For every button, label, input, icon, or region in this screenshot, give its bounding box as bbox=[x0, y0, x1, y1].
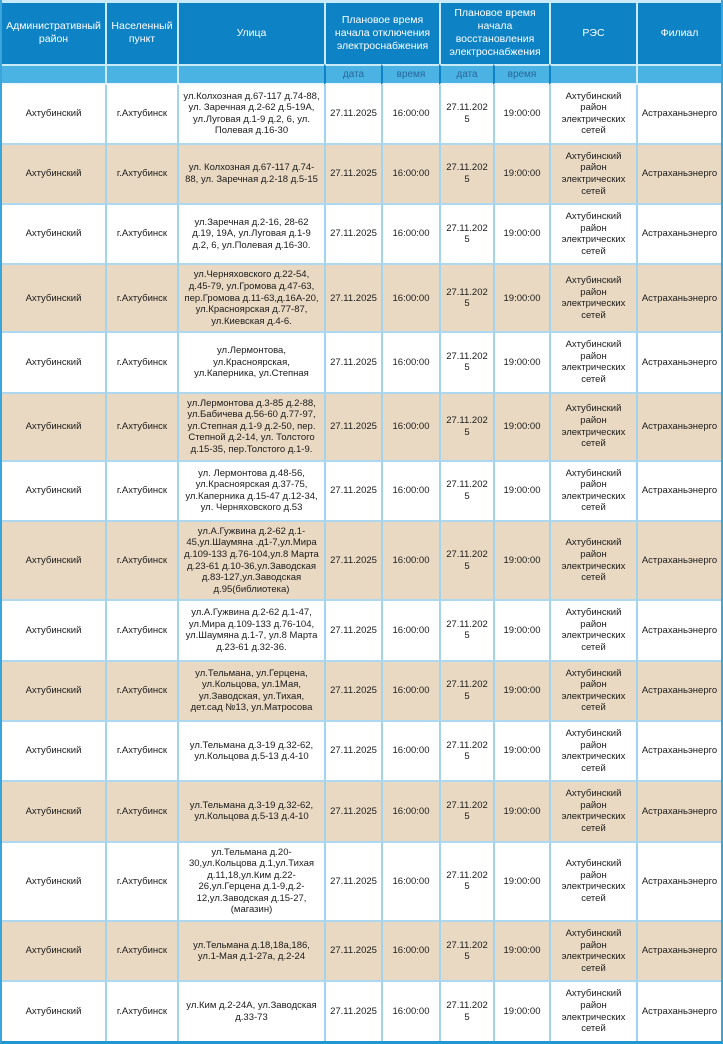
cell-restore-start-date: 27.11.2025 bbox=[439, 720, 493, 780]
header-row bbox=[2, 0, 721, 64]
cell-branch: Астраханьэнерго bbox=[636, 780, 721, 840]
table-row bbox=[2, 263, 721, 331]
cell-branch: Астраханьэнерго bbox=[636, 841, 721, 920]
table-row bbox=[2, 143, 721, 203]
cell-restore-start-date: 27.11.2025 bbox=[439, 85, 493, 143]
cell-district: Ахтубинский bbox=[2, 85, 105, 143]
cell-restore-start-date: 27.11.2025 bbox=[439, 331, 493, 391]
cell-outage-start-date: 27.11.2025 bbox=[324, 263, 381, 331]
cell-res: Ахтубинский район электрических сетей bbox=[549, 263, 636, 331]
cell-restore-start-time: 19:00:00 bbox=[493, 660, 549, 720]
cell-settlement: г.Ахтубинск bbox=[105, 520, 177, 599]
cell-outage-start-date: 27.11.2025 bbox=[324, 720, 381, 780]
cell-restore-start-time: 19:00:00 bbox=[493, 720, 549, 780]
cell-outage-start-time: 16:00:00 bbox=[381, 660, 439, 720]
cell-district: Ахтубинский bbox=[2, 263, 105, 331]
cell-res: Ахтубинский район электрических сетей bbox=[549, 780, 636, 840]
cell-res: Ахтубинский район электрических сетей bbox=[549, 392, 636, 460]
cell-settlement: г.Ахтубинск bbox=[105, 203, 177, 263]
cell-restore-start-date: 27.11.2025 bbox=[439, 143, 493, 203]
cell-settlement: г.Ахтубинск bbox=[105, 143, 177, 203]
cell-street: ул.Лермонтова д.3-85 д.2-88, ул.Бабичева д.56-60 д.77-97, ул.Степная д.1-9 д.2-50, пер. Степной д.2-14, ул. Толстого д.15-35, пер.Толстого д.1-9. bbox=[177, 392, 324, 460]
table-row bbox=[2, 980, 721, 1040]
cell-street: ул.Черняховского д.22-54, д.45-79, ул.Громова д.47-63, пер.Громова д.11-63,д.16А-20, ул.Красноярская д.77-87, ул.Киевская д.4-6. bbox=[177, 263, 324, 331]
cell-restore-start-time: 19:00:00 bbox=[493, 392, 549, 460]
cell-outage-start-date: 27.11.2025 bbox=[324, 660, 381, 720]
cell-district: Ахтубинский bbox=[2, 980, 105, 1040]
cell-outage-start-date: 27.11.2025 bbox=[324, 203, 381, 263]
cell-outage-start-date: 27.11.2025 bbox=[324, 780, 381, 840]
cell-street: ул.Тельмана д.3-19 д.32-62, ул.Кольцова д.5-13 д.4-10 bbox=[177, 720, 324, 780]
cell-settlement: г.Ахтубинск bbox=[105, 780, 177, 840]
cell-restore-start-time: 19:00:00 bbox=[493, 203, 549, 263]
subheader-spacer-street bbox=[177, 64, 324, 85]
cell-settlement: г.Ахтубинск bbox=[105, 841, 177, 920]
cell-outage-start-date: 27.11.2025 bbox=[324, 920, 381, 980]
cell-street: ул. Колхозная д.67-117 д.74-88, ул. Заречная д.2-18 д.5-15 bbox=[177, 143, 324, 203]
cell-branch: Астраханьэнерго bbox=[636, 460, 721, 520]
cell-settlement: г.Ахтубинск bbox=[105, 263, 177, 331]
cell-res: Ахтубинский район электрических сетей bbox=[549, 203, 636, 263]
cell-restore-start-date: 27.11.2025 bbox=[439, 599, 493, 659]
cell-branch: Астраханьэнерго bbox=[636, 392, 721, 460]
cell-branch: Астраханьэнерго bbox=[636, 599, 721, 659]
cell-branch: Астраханьэнерго bbox=[636, 980, 721, 1040]
cell-res: Ахтубинский район электрических сетей bbox=[549, 720, 636, 780]
cell-street: ул.Ким д.2-24А, ул.Заводская д.33-73 bbox=[177, 980, 324, 1040]
cell-district: Ахтубинский bbox=[2, 520, 105, 599]
table-row bbox=[2, 780, 721, 840]
cell-res: Ахтубинский район электрических сетей bbox=[549, 143, 636, 203]
subheader-on-time: время bbox=[493, 64, 549, 85]
cell-settlement: г.Ахтубинск bbox=[105, 599, 177, 659]
subheader-spacer-district bbox=[2, 64, 105, 85]
cell-branch: Астраханьэнерго bbox=[636, 331, 721, 391]
cell-street: ул.Тельмана, ул.Герцена, ул.Кольцова, ул.1Мая, ул.Заводская, ул.Тихая, дет.сад №13, ул.Матросова bbox=[177, 660, 324, 720]
cell-street: ул.Колхозная д.67-117 д.74-88, ул. Заречная д.2-62 д.5-19А, ул.Луговая д.1-9 д.2, 6, ул. Полевая д.16-30 bbox=[177, 85, 324, 143]
cell-res: Ахтубинский район электрических сетей bbox=[549, 460, 636, 520]
cell-district: Ахтубинский bbox=[2, 203, 105, 263]
cell-restore-start-date: 27.11.2025 bbox=[439, 460, 493, 520]
col-header-branch: Филиал bbox=[636, 0, 721, 64]
cell-restore-start-time: 19:00:00 bbox=[493, 520, 549, 599]
cell-outage-start-time: 16:00:00 bbox=[381, 85, 439, 143]
subheader-spacer-settlement bbox=[105, 64, 177, 85]
table-row bbox=[2, 85, 721, 143]
table-row bbox=[2, 520, 721, 599]
cell-restore-start-time: 19:00:00 bbox=[493, 599, 549, 659]
cell-settlement: г.Ахтубинск bbox=[105, 392, 177, 460]
cell-restore-start-time: 19:00:00 bbox=[493, 780, 549, 840]
cell-restore-start-time: 19:00:00 bbox=[493, 980, 549, 1040]
cell-district: Ахтубинский bbox=[2, 780, 105, 840]
cell-outage-start-time: 16:00:00 bbox=[381, 980, 439, 1040]
cell-outage-start-date: 27.11.2025 bbox=[324, 331, 381, 391]
col-header-res: РЭС bbox=[549, 0, 636, 64]
subheader-off-time: время bbox=[381, 64, 439, 85]
cell-res: Ахтубинский район электрических сетей bbox=[549, 520, 636, 599]
cell-outage-start-date: 27.11.2025 bbox=[324, 143, 381, 203]
cell-res: Ахтубинский район электрических сетей bbox=[549, 599, 636, 659]
cell-district: Ахтубинский bbox=[2, 841, 105, 920]
cell-district: Ахтубинский bbox=[2, 920, 105, 980]
cell-street: ул.Тельмана д.20-30,ул.Кольцова д.1,ул.Тихая д.11,18,ул.Ким д.22-26,ул.Герцена д.1-9,д.2-12,ул.Заводская д.15-27, (магазин) bbox=[177, 841, 324, 920]
table-row bbox=[2, 660, 721, 720]
cell-district: Ахтубинский bbox=[2, 720, 105, 780]
cell-restore-start-date: 27.11.2025 bbox=[439, 780, 493, 840]
cell-outage-start-time: 16:00:00 bbox=[381, 263, 439, 331]
table-row bbox=[2, 331, 721, 391]
cell-branch: Астраханьэнерго bbox=[636, 263, 721, 331]
cell-district: Ахтубинский bbox=[2, 392, 105, 460]
cell-restore-start-time: 19:00:00 bbox=[493, 841, 549, 920]
cell-restore-start-time: 19:00:00 bbox=[493, 460, 549, 520]
table-header bbox=[2, 0, 721, 85]
cell-branch: Астраханьэнерго bbox=[636, 720, 721, 780]
cell-res: Ахтубинский район электрических сетей bbox=[549, 660, 636, 720]
cell-street: ул. Лермонтова д.48-56, ул.Красноярская д.37-75, ул.Каперника д.15-47 д.12-34, ул. Черняховского д.53 bbox=[177, 460, 324, 520]
cell-restore-start-time: 19:00:00 bbox=[493, 85, 549, 143]
cell-res: Ахтубинский район электрических сетей bbox=[549, 920, 636, 980]
subheader-spacer-res bbox=[549, 64, 636, 85]
cell-outage-start-time: 16:00:00 bbox=[381, 599, 439, 659]
cell-restore-start-date: 27.11.2025 bbox=[439, 841, 493, 920]
cell-settlement: г.Ахтубинск bbox=[105, 331, 177, 391]
cell-outage-start-date: 27.11.2025 bbox=[324, 841, 381, 920]
cell-settlement: г.Ахтубинск bbox=[105, 85, 177, 143]
cell-outage-start-date: 27.11.2025 bbox=[324, 460, 381, 520]
cell-outage-start-time: 16:00:00 bbox=[381, 331, 439, 391]
cell-restore-start-date: 27.11.2025 bbox=[439, 520, 493, 599]
cell-street: ул.Тельмана д.18,18а,186, ул.1-Мая д.1-27а, д.2-24 bbox=[177, 920, 324, 980]
cell-district: Ахтубинский bbox=[2, 143, 105, 203]
cell-outage-start-date: 27.11.2025 bbox=[324, 85, 381, 143]
table-row bbox=[2, 392, 721, 460]
col-header-district: Административный район bbox=[2, 0, 105, 64]
cell-district: Ахтубинский bbox=[2, 460, 105, 520]
subheader-on-date: дата bbox=[439, 64, 493, 85]
table-row bbox=[2, 720, 721, 780]
cell-street: ул.Заречная д.2-16, 28-62 д.19, 19А, ул.Луговая д.1-9 д.2, 6, ул.Полевая д.16-30. bbox=[177, 203, 324, 263]
cell-settlement: г.Ахтубинск bbox=[105, 460, 177, 520]
cell-branch: Астраханьэнерго bbox=[636, 520, 721, 599]
table-row bbox=[2, 599, 721, 659]
cell-district: Ахтубинский bbox=[2, 331, 105, 391]
table-row bbox=[2, 460, 721, 520]
cell-outage-start-date: 27.11.2025 bbox=[324, 980, 381, 1040]
cell-res: Ахтубинский район электрических сетей bbox=[549, 980, 636, 1040]
cell-restore-start-date: 27.11.2025 bbox=[439, 263, 493, 331]
cell-outage-start-time: 16:00:00 bbox=[381, 460, 439, 520]
cell-outage-start-date: 27.11.2025 bbox=[324, 520, 381, 599]
cell-settlement: г.Ахтубинск bbox=[105, 720, 177, 780]
cell-restore-start-date: 27.11.2025 bbox=[439, 980, 493, 1040]
cell-street: ул.Лермонтова, ул.Красноярская, ул.Каперника, ул.Степная bbox=[177, 331, 324, 391]
table-row bbox=[2, 203, 721, 263]
col-header-settlement: Населенный пункт bbox=[105, 0, 177, 64]
cell-restore-start-time: 19:00:00 bbox=[493, 331, 549, 391]
cell-outage-start-date: 27.11.2025 bbox=[324, 599, 381, 659]
cell-street: ул.А.Гужвина д.2-62 д.1-47, ул.Мира д.109-133 д.76-104, ул.Шаумяна д.1-7, ул.8 Марта д.23-61 д.32-36. bbox=[177, 599, 324, 659]
cell-outage-start-time: 16:00:00 bbox=[381, 841, 439, 920]
cell-street: ул.Тельмана д.3-19 д.32-62, ул.Кольцова д.5-13 д.4-10 bbox=[177, 780, 324, 840]
cell-outage-start-time: 16:00:00 bbox=[381, 720, 439, 780]
cell-outage-start-time: 16:00:00 bbox=[381, 780, 439, 840]
cell-branch: Астраханьэнерго bbox=[636, 85, 721, 143]
cell-restore-start-time: 19:00:00 bbox=[493, 920, 549, 980]
cell-settlement: г.Ахтубинск bbox=[105, 660, 177, 720]
cell-settlement: г.Ахтубинск bbox=[105, 980, 177, 1040]
table-body bbox=[2, 85, 721, 1041]
subheader-row bbox=[2, 64, 721, 85]
cell-outage-start-time: 16:00:00 bbox=[381, 920, 439, 980]
cell-district: Ахтубинский bbox=[2, 660, 105, 720]
cell-branch: Астраханьэнерго bbox=[636, 203, 721, 263]
cell-district: Ахтубинский bbox=[2, 599, 105, 659]
cell-branch: Астраханьэнерго bbox=[636, 920, 721, 980]
subheader-off-date: дата bbox=[324, 64, 381, 85]
cell-res: Ахтубинский район электрических сетей bbox=[549, 331, 636, 391]
col-header-outage-start: Плановое время начала отключения электроснабжения bbox=[324, 0, 439, 64]
cell-outage-start-date: 27.11.2025 bbox=[324, 392, 381, 460]
cell-street: ул.А.Гужвина д.2-62 д.1-45,ул.Шаумяна .д1-7,ул.Мира д.109-133 д.76-104,ул.8 Марта д.23-61 д.10-36,ул.Заводская д.83-127,ул.Заводская д.95(библиотека) bbox=[177, 520, 324, 599]
cell-restore-start-time: 19:00:00 bbox=[493, 263, 549, 331]
col-header-street: Улица bbox=[177, 0, 324, 64]
cell-settlement: г.Ахтубинск bbox=[105, 920, 177, 980]
cell-res: Ахтубинский район электрических сетей bbox=[549, 85, 636, 143]
table-row bbox=[2, 920, 721, 980]
cell-outage-start-time: 16:00:00 bbox=[381, 203, 439, 263]
cell-outage-start-time: 16:00:00 bbox=[381, 520, 439, 599]
col-header-restore-start: Плановое время начала восстановления электроснабжения bbox=[439, 0, 549, 64]
cell-res: Ахтубинский район электрических сетей bbox=[549, 841, 636, 920]
cell-restore-start-date: 27.11.2025 bbox=[439, 203, 493, 263]
table-row bbox=[2, 841, 721, 920]
cell-restore-start-date: 27.11.2025 bbox=[439, 392, 493, 460]
cell-outage-start-time: 16:00:00 bbox=[381, 392, 439, 460]
cell-branch: Астраханьэнерго bbox=[636, 143, 721, 203]
cell-restore-start-time: 19:00:00 bbox=[493, 143, 549, 203]
subheader-spacer-branch bbox=[636, 64, 721, 85]
cell-restore-start-date: 27.11.2025 bbox=[439, 660, 493, 720]
cell-outage-start-time: 16:00:00 bbox=[381, 143, 439, 203]
cell-restore-start-date: 27.11.2025 bbox=[439, 920, 493, 980]
cell-branch: Астраханьэнерго bbox=[636, 660, 721, 720]
